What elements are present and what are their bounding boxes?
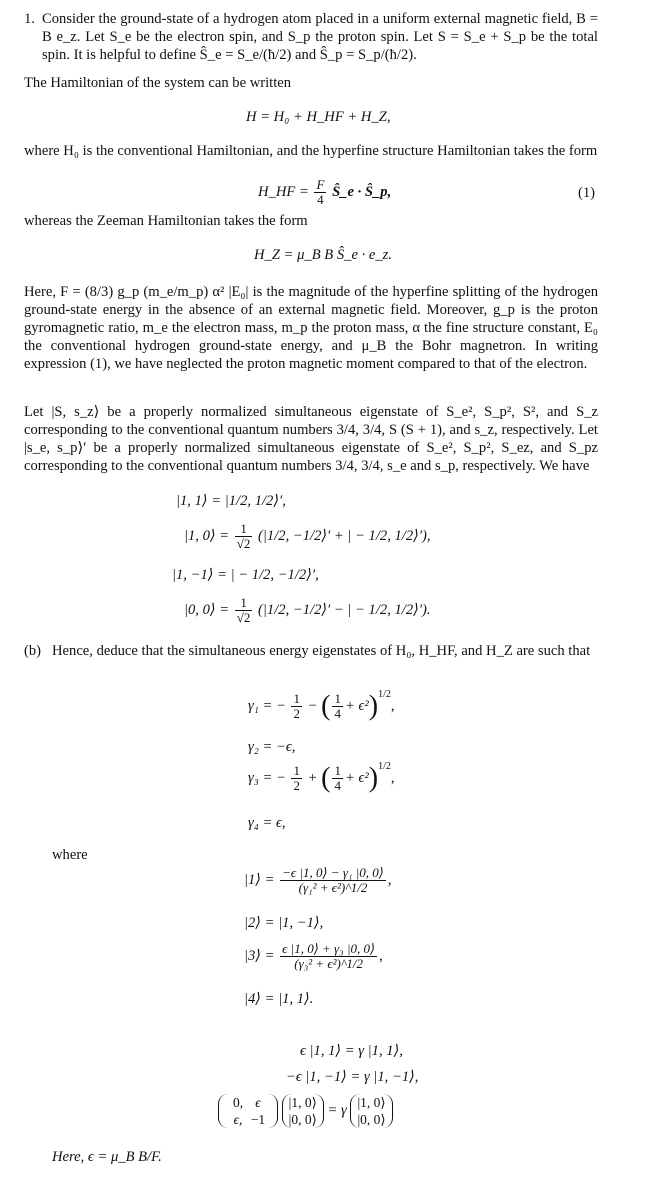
state-relation-4: |0, 0⟩ = $\frac{1}{√2}$ (|1/2, −1/2⟩′ − | − 1/2, 1/2⟩′).	[184, 595, 431, 625]
part-b-label: (b)	[24, 643, 42, 659]
ket-1: |1⟩ = $\frac{\text{−ϵ |1, 0⟩ − γ₁ |0, 0⟩}}{\text{(γ₁² + ϵ²)\textasciicircum{}1/2}}$ ,	[244, 865, 392, 895]
item-number: 1.	[24, 11, 35, 27]
eigen-equation-1: ϵ |1, 1⟩ = γ |1, 1⟩,	[300, 1043, 403, 1059]
where-label: where	[52, 847, 88, 863]
zeeman-intro: whereas the Zeeman Hamiltonian takes the form	[24, 213, 308, 229]
gamma-1: γ₁ = − $\frac{1}{2}$ − ( $\frac{1}{4}$ + ϵ²)$^{1/2}$,	[248, 689, 395, 722]
hf-num: F	[316, 177, 325, 192]
vector-left: |1, 0⟩ |0, 0⟩	[282, 1094, 324, 1128]
vector-right: |1, 0⟩ |0, 0⟩	[350, 1094, 392, 1128]
paragraph-eigenstates: Let |S, s_z⟩ be a properly normalized simultaneous eigenstate of S_e², S_p², S², and S_z corresponding to the conventional quantum numbers 3/4, 3/4, S (S + 1), and s_z, respectively. Let |s_e, s_p⟩′ be a properly normalized simultaneous eigenstate of S_e², S_p², S_ez, and S_pz corresponding to the conventional quantum numbers 3/4, 3/4, s_e and s_p, respectively. We have	[24, 404, 598, 474]
matrix-equation: 0, ϵ ϵ, −1 |1, 0⟩ |0, 0⟩ = γ |1, 0⟩ |0, 0⟩	[218, 1094, 393, 1128]
sqrt2-fraction: $\frac{1}{√2}$	[236, 521, 251, 551]
intro-paragraph: Consider the ground-state of a hydrogen atom placed in a uniform external magnetic field, B = B e_z. Let S_e be the electron spin, and S_p the proton spin. Let S = S_e + S_p be the total spin. It is helpful to define Ŝ_e = S_e/(ħ/2) and Ŝ_p = S_p/(ħ/2).	[42, 11, 598, 63]
gamma-2: γ₂ = −ϵ,	[248, 739, 296, 755]
eigen-equation-2: −ϵ |1, −1⟩ = γ |1, −1⟩,	[286, 1069, 419, 1085]
ket-3: |3⟩ = $\frac{\text{ϵ |1, 0⟩ + γ₃ |0, 0⟩}}{\text{(γ₃² + ϵ²)\textasciicircum{}1/2}}$ ,	[244, 941, 383, 971]
equation-total-hamiltonian: H = H₀ + H_HF + H_Z,	[246, 109, 391, 125]
hf-rhs: Ŝ_e · Ŝ_p,	[332, 183, 392, 200]
state-relation-1: |1, 1⟩ = |1/2, 1/2⟩′,	[176, 493, 286, 509]
hyperfine-intro: where H₀ is the conventional Hamiltonian, and the hyperfine structure Hamiltonian takes the form	[24, 143, 598, 159]
paragraph-f-definition: Here, F = (8/3) g_p (m_e/m_p) α² |E₀| is the magnitude of the hyperfine splitting of the hydrogen ground-state energy in the absence of an external magnetic field. Moreover, g_p is the proton gyromagnetic ratio, m_e the electron mass, m_p the proton mass, α the fine structure constant, E₀ the conventional hydrogen ground-state energy, and μ_B the Bohr magnetron. In writing expression (1), we have neglected the proton magnetic moment compared to that of the electron.	[24, 284, 598, 372]
equation-hyperfine	[258, 178, 391, 207]
hf-lhs: H_HF =	[258, 183, 309, 200]
part-b-text: Hence, deduce that the simultaneous energy eigenstates of H₀, H_HF, and H_Z are such that	[52, 643, 591, 659]
hf-den: 4	[317, 192, 324, 207]
ket-4: |4⟩ = |1, 1⟩.	[244, 991, 314, 1007]
epsilon-definition: Here, ϵ = μ_B B/F.	[52, 1149, 162, 1165]
equation-number: (1)	[578, 185, 596, 201]
state-relation-2: |1, 0⟩ = $\frac{1}{√2}$ (|1/2, −1/2⟩′ + | − 1/2, 1/2⟩′),	[184, 521, 431, 551]
state-relation-3: |1, −1⟩ = | − 1/2, −1/2⟩′,	[172, 567, 319, 583]
equation-zeeman: H_Z = μ_B B Ŝ_e · e_z.	[254, 247, 392, 263]
gamma-3: γ₃ = − $\frac{1}{2}$ + ( $\frac{1}{4}$ + ϵ²)$^{1/2}$,	[248, 761, 395, 794]
ket-2: |2⟩ = |1, −1⟩,	[244, 915, 324, 931]
hf-fraction	[314, 178, 326, 207]
hamiltonian-intro: The Hamiltonian of the system can be written	[24, 75, 292, 91]
gamma-4: γ₄ = ϵ,	[248, 815, 286, 831]
matrix-2x2: 0, ϵ ϵ, −1	[218, 1094, 278, 1128]
sqrt2-fraction: $\frac{1}{√2}$	[236, 595, 251, 625]
